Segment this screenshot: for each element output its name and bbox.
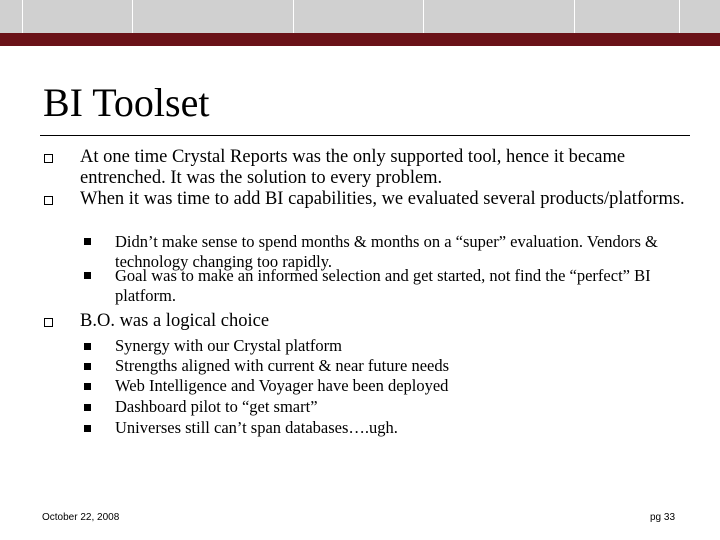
subbullet-synergy: Synergy with our Crystal platform [115,336,343,355]
hollow-square-bullet-icon [44,154,53,163]
header-red-band [0,33,720,46]
footer-date: October 22, 2008 [42,512,120,523]
header-tile [0,0,22,33]
header-tile [575,0,680,33]
footer-page-number: pg 33 [650,512,676,523]
filled-square-bullet-icon [84,238,91,245]
corner-tile [700,6,711,16]
header-tile [23,0,133,33]
corner-tile [700,17,711,27]
corner-tile [688,6,699,16]
subbullet-webi-voyager: Web Intelligence and Voyager have been deployed [115,376,449,395]
corner-tile [688,17,699,27]
bullet-crystal-reports: At one time Crystal Reports was the only supported tool, hence it became entrenched. It was the solution to every problem. [80,147,626,188]
filled-square-bullet-icon [84,383,91,390]
header-tile [294,0,423,33]
header-tile [133,0,292,33]
header-tile [424,0,573,33]
subbullet-dashboard: Dashboard pilot to “get smart” [115,397,318,416]
subbullet-goal: Goal was to make an informed selection and get started, not find the “perfect” BI platform. [115,266,651,305]
title-rule [40,135,690,136]
filled-square-bullet-icon [84,343,91,350]
subbullet-strengths: Strengths aligned with current & near future needs [115,356,450,375]
hollow-square-bullet-icon [44,318,53,327]
corner-tile-grid [688,6,711,27]
slide-title: BI Toolset [43,80,210,125]
filled-square-bullet-icon [84,425,91,432]
header-decoration [0,0,720,46]
filled-square-bullet-icon [84,404,91,411]
subbullet-universes: Universes still can’t span databases….ugh. [115,418,398,437]
hollow-square-bullet-icon [44,196,53,205]
bullet-bi-capabilities: When it was time to add BI capabilities, we evaluated several products/platforms. [80,189,685,209]
filled-square-bullet-icon [84,363,91,370]
subbullet-evaluation: Didn’t make sense to spend months & months on a “super” evaluation. Vendors & technology changing too rapidly. [115,232,658,271]
filled-square-bullet-icon [84,272,91,279]
header-tile-row [0,0,720,33]
bullet-bo-choice: B.O. was a logical choice [80,311,270,331]
